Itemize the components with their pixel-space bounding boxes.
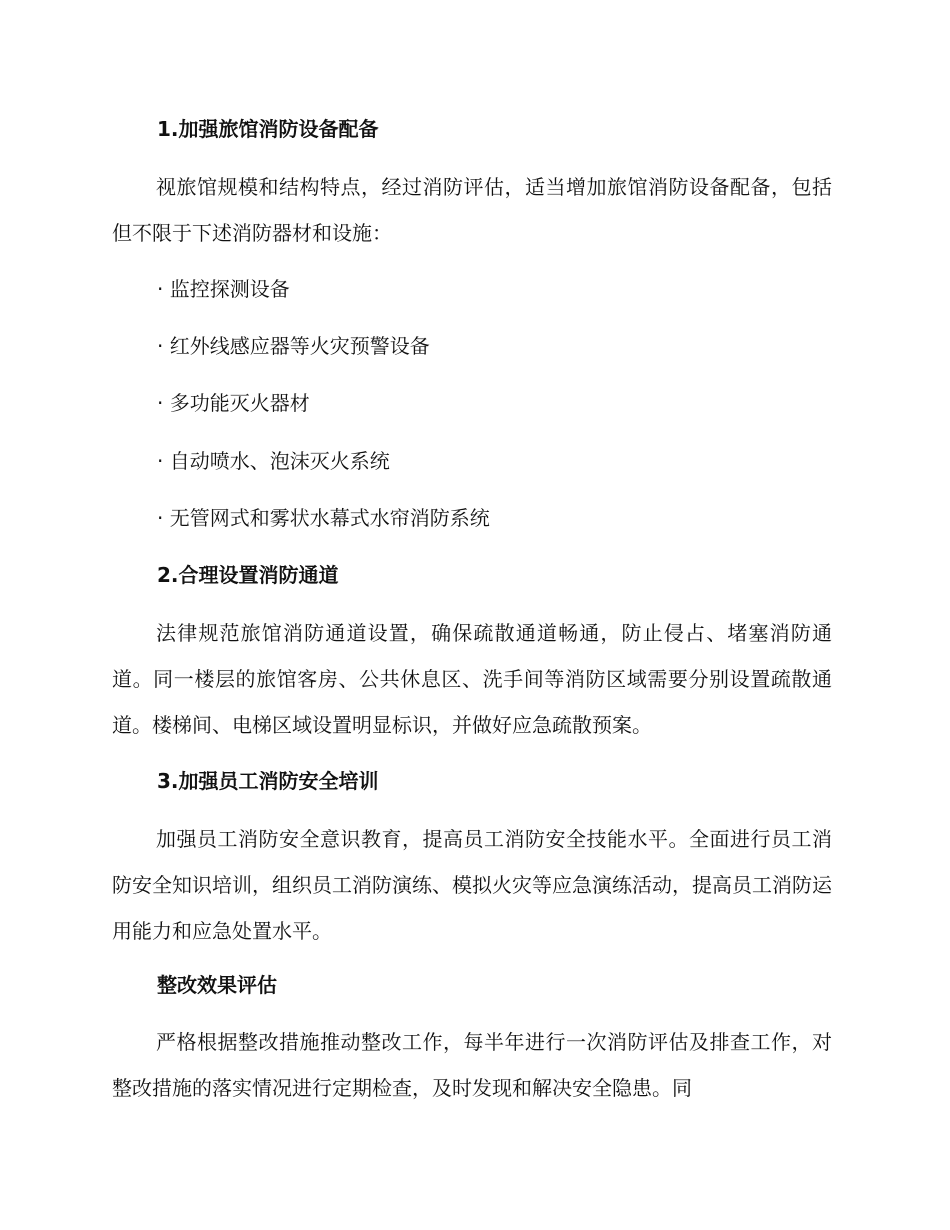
bullet-item: · 多功能灭火器材 [157, 391, 310, 415]
section-heading-3: 3.加强员工消防安全培训 [157, 769, 379, 793]
section-paragraph-2: 法律规范旅馆消防通道设置，确保疏散通道畅通，防止侵占、堵塞消防通道。同一楼层的旅馆客房、公共休息区、洗手间等消防区域需要分别设置疏散通道。楼梯间、电梯区域设置明显标识，并做好应急疏散预案。 [112, 621, 832, 737]
bullet-item: · 监控探测设备 [157, 277, 290, 301]
section-heading-4: 整改效果评估 [157, 973, 277, 997]
section-heading-2: 2.合理设置消防通道 [157, 563, 339, 587]
bullet-item: · 无管网式和雾状水幕式水帘消防系统 [157, 506, 490, 530]
section-paragraph-1: 视旅馆规模和结构特点，经过消防评估，适当增加旅馆消防设备配备，包括但不限于下述消防器材和设施： [112, 175, 832, 245]
section-heading-1: 1.加强旅馆消防设备配备 [157, 117, 379, 141]
section-paragraph-3: 加强员工消防安全意识教育，提高员工消防安全技能水平。全面进行员工消防安全知识培训，组织员工消防演练、模拟火灾等应急演练活动，提高员工消防运用能力和应急处置水平。 [112, 827, 832, 943]
section-paragraph-4: 严格根据整改措施推动整改工作，每半年进行一次消防评估及排查工作，对整改措施的落实情况进行定期检查，及时发现和解决安全隐患。同 [112, 1030, 832, 1100]
bullet-item: · 红外线感应器等火灾预警设备 [157, 334, 430, 358]
bullet-item: · 自动喷水、泡沫灭火系统 [157, 449, 390, 473]
